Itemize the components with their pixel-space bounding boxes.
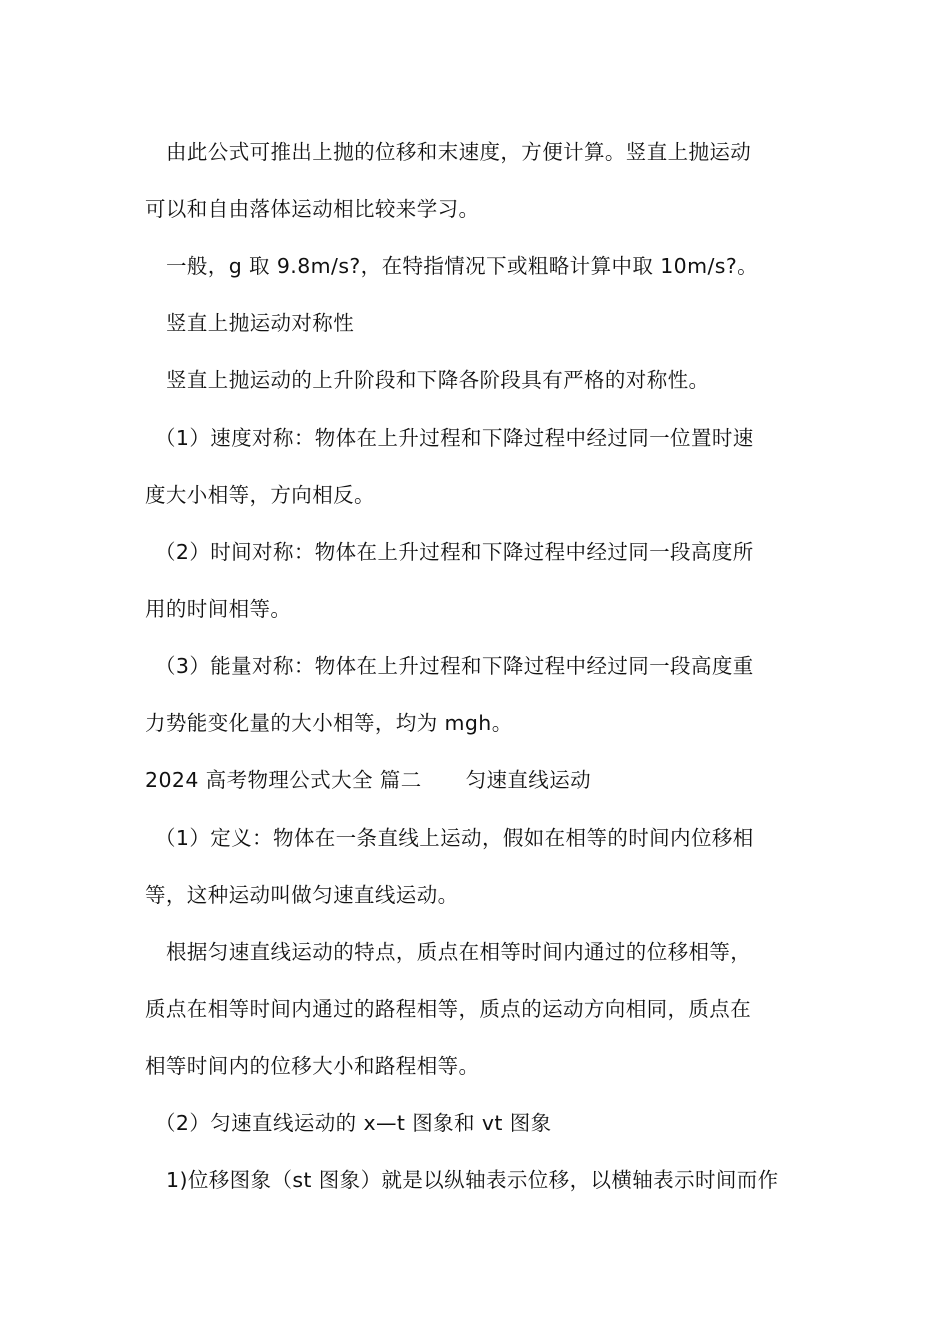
list-item: （2）匀速直线运动的 x—t 图象和 vt 图象 [155,1111,552,1135]
section-heading: 竖直上抛运动对称性 [166,311,355,335]
paragraph-line: 质点在相等时间内通过的路程相等，质点的运动方向相同，质点在 [145,997,752,1021]
paragraph-line: 由此公式可推出上抛的位移和末速度，方便计算。竖直上抛运动 [166,140,752,164]
paragraph-line: 力势能变化量的大小相等，均为 mgh。 [145,711,513,735]
list-item: （1）速度对称：物体在上升过程和下降过程中经过同一位置时速 [155,426,754,450]
list-item: （2）时间对称：物体在上升过程和下降过程中经过同一段高度所 [155,540,754,564]
paragraph-line: 根据匀速直线运动的特点，质点在相等时间内通过的位移相等， [166,940,752,964]
paragraph-line: 竖直上抛运动的上升阶段和下降各阶段具有严格的对称性。 [166,368,710,392]
paragraph-line: 一般，g 取 9.8m/s?，在特指情况下或粗略计算中取 10m/s?。 [166,254,759,278]
list-item: （1）定义：物体在一条直线上运动，假如在相等的时间内位移相 [155,826,754,850]
paragraph-line: 可以和自由落体运动相比较来学习。 [145,197,480,221]
list-item: （3）能量对称：物体在上升过程和下降过程中经过同一段高度重 [155,654,754,678]
list-item: 1)位移图象（st 图象）就是以纵轴表示位移，以横轴表示时间而作 [166,1168,779,1192]
section-title-main: 2024 高考物理公式大全 篇二 [145,768,422,792]
paragraph-line: 度大小相等，方向相反。 [145,483,375,507]
paragraph-line: 等，这种运动叫做匀速直线运动。 [145,883,459,907]
section-title-sub: 匀速直线运动 [465,768,592,792]
paragraph-line: 相等时间内的位移大小和路程相等。 [145,1054,480,1078]
section-title [145,766,815,794]
paragraph-line: 用的时间相等。 [145,597,292,621]
